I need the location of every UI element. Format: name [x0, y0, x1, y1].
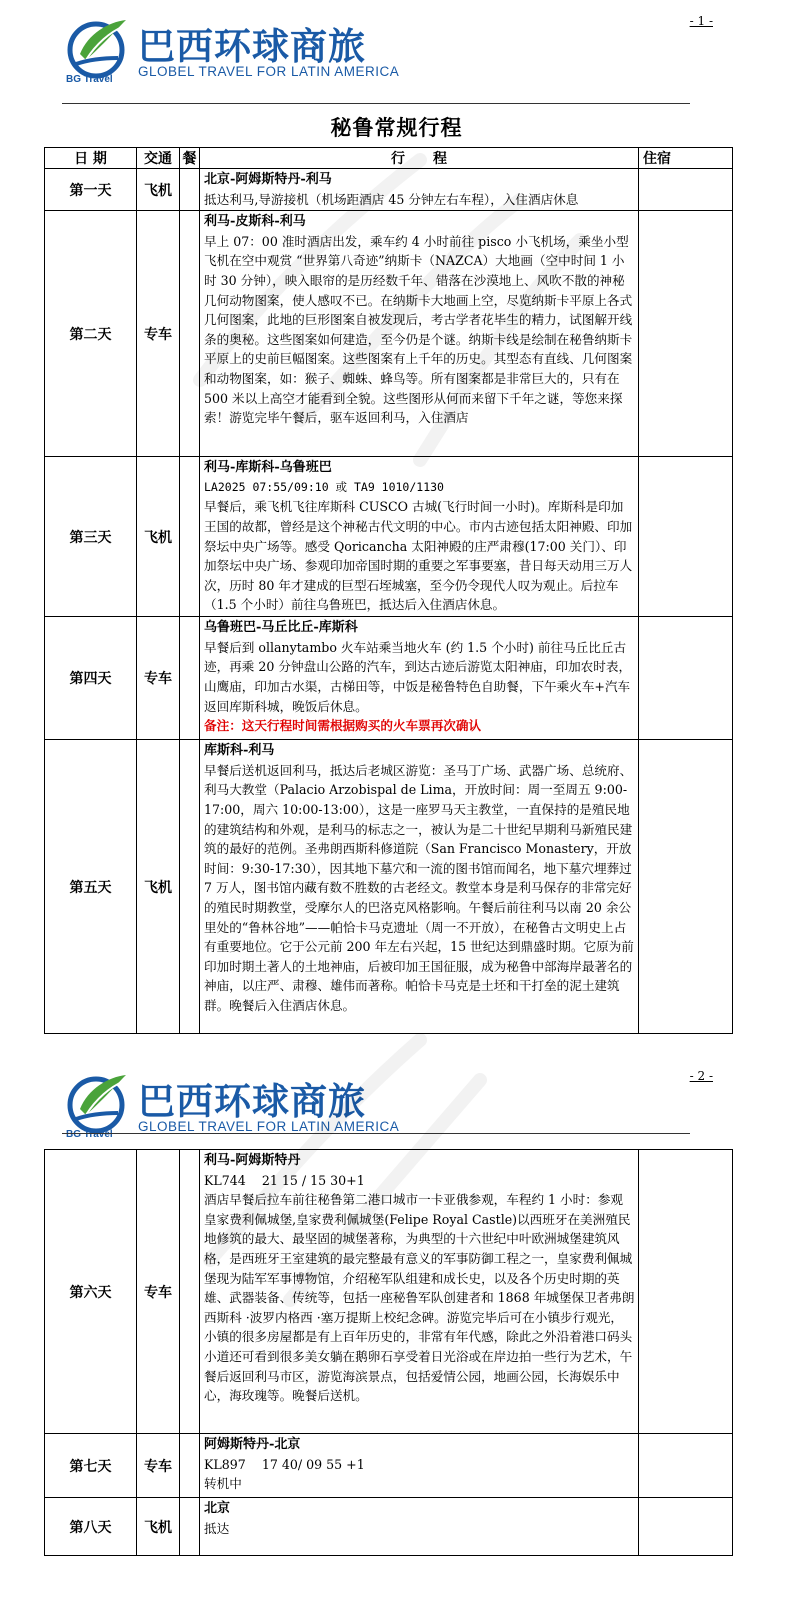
table-row: [45, 169, 733, 211]
itinerary-cell: [200, 211, 639, 457]
company-logo: [66, 1069, 400, 1141]
lodging-cell: [639, 617, 733, 740]
meal-cell: [180, 1434, 200, 1498]
table-row: [45, 740, 733, 1034]
transport-label: 飞机: [137, 457, 180, 617]
transport-label: 专车: [137, 617, 180, 740]
meal-cell: [180, 169, 200, 211]
day-route-title: 利马-阿姆斯特丹: [204, 1153, 301, 1168]
lodging-cell: [639, 1434, 733, 1498]
logo-emblem-icon: [66, 14, 132, 80]
day-route-title: 北京: [204, 1501, 231, 1516]
page-number: - 2 -: [689, 1069, 713, 1083]
day-label: 第三天: [45, 457, 137, 617]
table-row: [45, 1498, 733, 1556]
header-divider: [62, 103, 690, 104]
flight-info: KL744 21 15 / 15 30+1: [204, 1172, 365, 1188]
flight-info: LA2025 07:55/09:10 或 TA9 1010/1130: [204, 479, 444, 494]
itinerary-cell: [200, 1150, 639, 1434]
lodging-cell: [639, 457, 733, 617]
meal-cell: [180, 211, 200, 457]
page-2: [0, 1055, 793, 1606]
lodging-cell: [639, 169, 733, 211]
lodging-cell: [639, 211, 733, 457]
lodging-cell: [639, 1150, 733, 1434]
logo-bg-travel: BG Travel: [66, 74, 113, 85]
day-label: 第五天: [45, 740, 137, 1034]
meal-cell: [180, 617, 200, 740]
meal-cell: [180, 740, 200, 1034]
day-description: 酒店早餐后拉车前往秘鲁第二港口城市一卡亚俄参观，车程约 1 小时：参观皇家费利佩城堡,皇家费利佩城堡(Felipe Royal Castle)以西班牙在美洲殖民地修筑的最大、最坚固的城堡著称，为典型的十六世纪中叶欧洲城堡建筑风格，是西班牙王室建筑的最完整最有意义的军事防御工程之一，皇家费利佩城堡现为陆军军事博物馆，介绍秘军队组建和成长史，以及各个历史时期的英雄、武器装备、传统等，包括一座秘鲁军队创建者和 1868 年城堡保卫者弗朗西斯科 ·波罗内格西 ·塞万提斯上校纪念碑。游览完毕后可在小镇步行观光，小镇的很多房屋都是有上百年历史的，非常有年代感，除此之外沿着港口码头小道还可看到很多美女躺在鹅卵石享受着日光浴或在岸边拍一些行为艺术，午餐后返回利马市区，游览海滨景点，包括爱情公园，地画公园，长海娱乐中心，海玫瑰等。晚餐后送机。: [204, 1192, 635, 1404]
itinerary-cell: [200, 617, 639, 740]
day-label: 第二天: [45, 211, 137, 457]
itinerary-cell: [200, 169, 639, 211]
header-lodging: 住宿: [639, 148, 733, 169]
day-route-title: 库斯科-利马: [204, 743, 275, 759]
day-description: 转机中: [204, 1476, 242, 1492]
header-itinerary: 行 程: [200, 148, 639, 169]
itinerary-table-page1: [44, 147, 733, 1034]
flight-info: KL897 17 40/ 09 55 +1: [204, 1456, 365, 1472]
transport-label: 飞机: [137, 740, 180, 1034]
table-row: [45, 1150, 733, 1434]
logo-english-name: GLOBEL TRAVEL FOR LATIN AMERICA: [138, 1119, 400, 1134]
header-divider: [62, 1133, 690, 1134]
header-meal: 餐: [180, 148, 200, 169]
day-description: 抵达利马,导游接机（机场距酒店 45 分钟左右车程），入住酒店休息: [204, 191, 579, 207]
day-description: 早餐后到 ollanytambo 火车站乘当地火车 (约 1.5 个小时) 前往马丘比丘古迹，再乘 20 分钟盘山公路的汽车，到达古迹后游览太阳神庙，印加农时表，山鹰庙，印加古水渠，古梯田等，中饭是秘鲁特色自助餐，下午乘火车+汽车返回库斯科城，晚饭后休息。: [204, 639, 632, 714]
table-header-row: [45, 148, 733, 169]
logo-emblem-icon: [66, 1069, 132, 1135]
transport-label: 飞机: [137, 1498, 180, 1556]
day-route-title: 乌鲁班巴-马丘比丘-库斯科: [204, 620, 358, 636]
document-title: 秘鲁常规行程: [330, 115, 463, 140]
day-description: 早餐后，乘飞机飞往库斯科 CUSCO 古城(飞行时间一小时)。库斯科是印加王国的故都，曾经是这个神秘古代文明的中心。市内古迹包括太阳神殿、印加祭坛中央广场等。感受 Qoricancha 太阳神殿的庄严肃穆(17:00 关门）、印加祭坛中央广场、参观印加帝国时期的重要之军事要塞，昔日每天动用三万人次，历时 80 年才建成的巨型石垤城塞，至今仍令现代人叹为观止。后拉车（1.5 个小时）前往乌鲁班巴，抵达后入住酒店休息。: [204, 499, 633, 613]
day-route-title: 利马-库斯科-乌鲁班巴: [204, 460, 332, 476]
itinerary-table-page2: [44, 1149, 733, 1556]
logo-chinese-name: 巴西环球商旅: [138, 25, 366, 68]
day-label: 第七天: [45, 1434, 137, 1498]
company-logo: [66, 14, 400, 86]
day-label: 第六天: [45, 1150, 137, 1434]
table-row: [45, 1434, 733, 1498]
day-route-title: 阿姆斯特丹-北京: [204, 1437, 301, 1452]
day-label: 第四天: [45, 617, 137, 740]
lodging-cell: [639, 1498, 733, 1556]
itinerary-cell: [200, 1434, 639, 1498]
table-row: [45, 617, 733, 740]
transport-label: 专车: [137, 1434, 180, 1498]
meal-cell: [180, 1498, 200, 1556]
logo-bg-travel: BG Travel: [66, 1129, 113, 1140]
itinerary-cell: [200, 740, 639, 1034]
day-description: 抵达: [204, 1520, 230, 1536]
itinerary-cell: [200, 457, 639, 617]
table-row: [45, 457, 733, 617]
page-number: - 1 -: [689, 14, 713, 28]
lodging-cell: [639, 740, 733, 1034]
meal-cell: [180, 457, 200, 617]
day-description: 早餐后送机返回利马，抵达后老城区游览：圣马丁广场、武器广场、总统府、利马大教堂（Palacio Arzobispal de Lima，开放时间：周一至周五 9:00-17:00，周六 10:00-13:00），这是一座罗马天主教堂，一直保持的是殖民地的建筑结构和外观，是利马的标志之一，被认为是二十世纪早期利马新殖民建筑的最好的范例。圣弗朗西斯科修道院（San Francisco Monastery，开放时间：9:30-17:30），因其地下墓穴和一流的图书馆而闻名，地下墓穴埋葬过 7 万人，图书馆内藏有数不胜数的古老经文。教堂本身是利马保存的非常完好的殖民时期教堂，受摩尔人的巴洛克风格影响。午餐后前往利马以南 20 余公里处的“鲁林谷地”——帕恰卡马克遗址（周一不开放），在秘鲁古文明史上占有重要地位。它于公元前 200 年左右兴起，15 世纪达到鼎盛时期。它原为前印加时期土著人的土地神庙，后被印加王国征服，成为秘鲁中部海岸最著名的神庙，以庄严、肃穆、雄伟而著称。帕恰卡马克是土坯和干打垒的泥土建筑群。晚餐后入住酒店休息。: [204, 762, 634, 1013]
day-route-title: 利马-皮斯科-利马: [204, 214, 306, 230]
table-row: [45, 211, 733, 457]
train-ticket-note: 备注：这天行程时间需根据购买的火车票再次确认: [204, 718, 482, 734]
logo-english-name: GLOBEL TRAVEL FOR LATIN AMERICA: [138, 64, 400, 79]
transport-label: 专车: [137, 1150, 180, 1434]
itinerary-cell: [200, 1498, 639, 1556]
day-label: 第八天: [45, 1498, 137, 1556]
transport-label: 专车: [137, 211, 180, 457]
meal-cell: [180, 1150, 200, 1434]
header-transport: 交通: [137, 148, 180, 169]
day-description: 早上 07：00 准时酒店出发，乘车约 4 小时前往 pisco 小飞机场，乘坐小型飞机在空中观赏 “世界第八奇迹”纳斯卡（NAZCA）大地画（空中时间 1 小时 30 分钟），映入眼帘的是历经数千年、错落在沙漠地上、风吹不散的神秘几何动物图案，使人感叹不已。在纳斯卡大地画上空，尽览纳斯卡平原上各式几何图案，此地的巨形图案自被发现后，考古学者花毕生的精力，试图解开线条的奥秘。这些图案如何建造，至今仍是个谜。纳斯卡线是绘制在秘鲁纳斯卡平原上的史前巨幅图案。这些图案有上千年的历史。其型态有直线、几何图案和动物图案，如：猴子、蜘蛛、蜂鸟等。所有图案都是非常巨大的，只有在 500 米以上高空才能看到全貌。这些图形从何而来留下千年之谜，等您来探索！游览完毕午餐后，驱车返回利马，入住酒店: [204, 233, 633, 426]
day-label: 第一天: [45, 169, 137, 211]
day-route-title: 北京-阿姆斯特丹-利马: [204, 172, 332, 187]
transport-label: 飞机: [137, 169, 180, 211]
header-date: 日 期: [45, 148, 137, 169]
logo-chinese-name: 巴西环球商旅: [138, 1080, 366, 1123]
